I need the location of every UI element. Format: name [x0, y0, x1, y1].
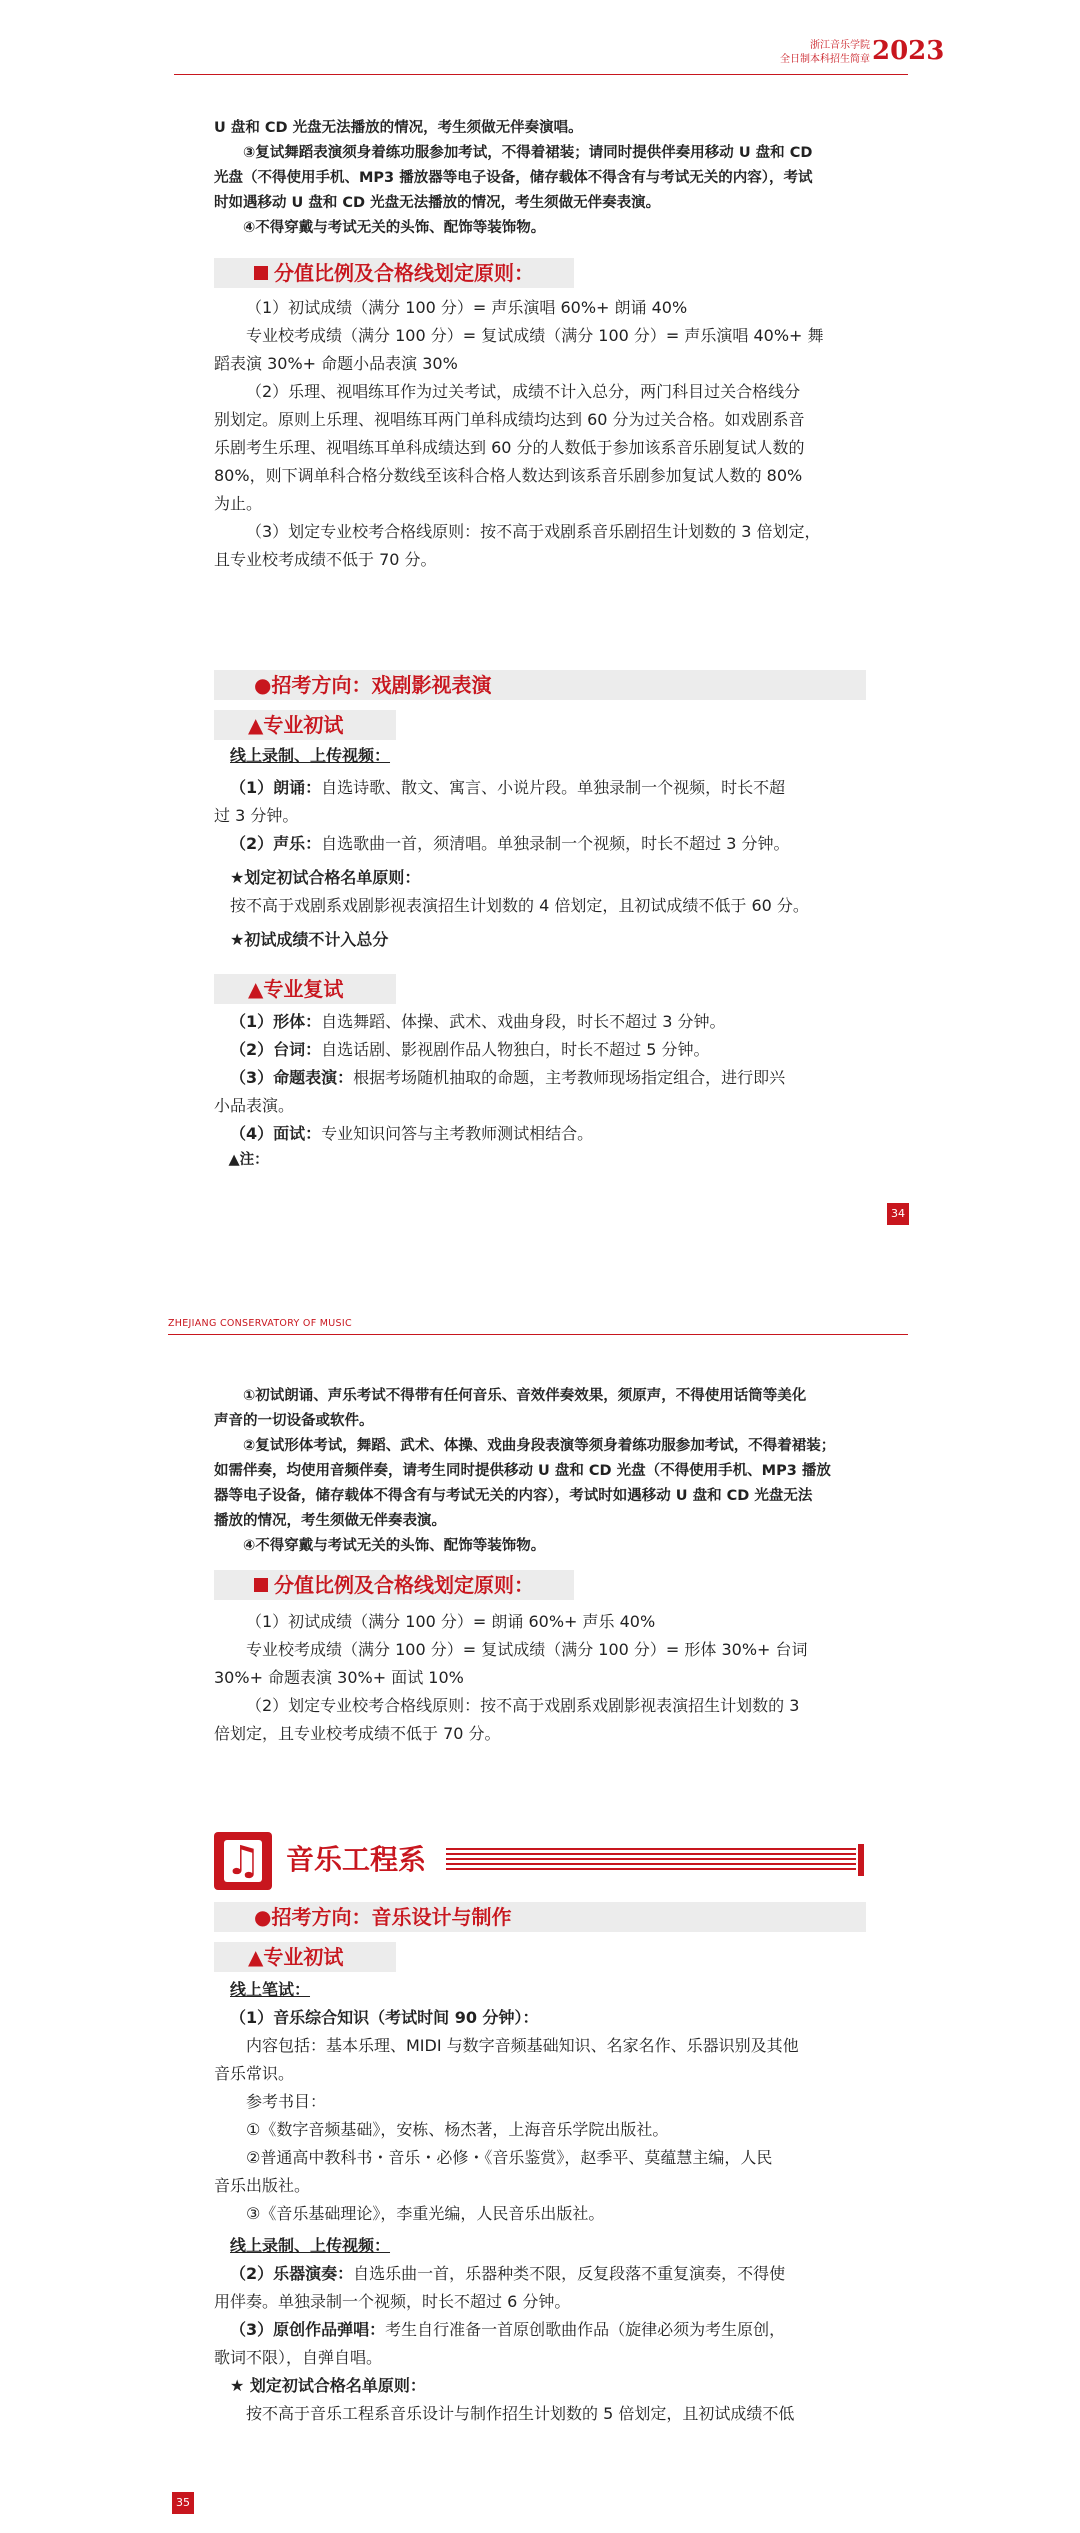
- p34-note-line: 时如遇移动 U 盘和 CD 光盘无法播放的情况，考生须做无伴奏表演。: [214, 195, 661, 211]
- p34-note-line: ④不得穿戴与考试无关的头饰、配饰等装饰物。: [243, 220, 546, 236]
- p34-prelim-item: 过 3 分钟。: [214, 806, 299, 825]
- p35-written-item: （1）音乐综合知识（考试时间 90 分钟）：: [230, 2008, 539, 2027]
- page-number-34: 34: [887, 1203, 909, 1225]
- p35-score-line: （2）划定专业校考合格线原则：按不高于戏剧系戏剧影视表演招生计划数的 3: [246, 1696, 800, 1715]
- p34-list-rule-title: ★划定初试合格名单原则：: [230, 868, 421, 887]
- p34-prelim-bar: [214, 710, 396, 740]
- p35-content-line: 音乐出版社。: [214, 2176, 311, 2195]
- p35-content-line: ①《数字音频基础》，安栋、杨杰著，上海音乐学院出版社。: [246, 2120, 669, 2139]
- p35-note-line: ①初试朗诵、声乐考试不得带有任何音乐、音效伴奏效果，须原声，不得使用话筒等美化: [243, 1388, 807, 1404]
- p34-score-line: （2）乐理、视唱练耳作为过关考试，成绩不计入总分，两门科目过关合格线分: [246, 382, 801, 401]
- p35-online-item: 用伴奏。单独录制一个视频，时长不超过 6 分钟。: [214, 2292, 571, 2311]
- p34-score-line: 且专业校考成绩不低于 70 分。: [214, 550, 437, 569]
- p34-retest-title: ▲专业复试: [248, 977, 344, 1001]
- p34-retest-item: （1）形体：自选舞蹈、体操、武术、戏曲身段，时长不超过 3 分钟。: [230, 1012, 726, 1031]
- p34-online-label: 线上录制、上传视频：: [230, 746, 391, 765]
- p34-note: ▲注：: [228, 1152, 269, 1168]
- p35-score-title-text: 分值比例及合格线划定原则：: [274, 1573, 534, 1597]
- p35-top-notes: [214, 1384, 866, 1559]
- p34-retest-item: （4）面试：专业知识问答与主考教师测试相结合。: [230, 1124, 594, 1143]
- p34-retest-bar: [214, 974, 396, 1004]
- p35-online-item: （3）原创作品弹唱：考生自行准备一首原创歌曲作品（旋律必须为考生原创，: [230, 2320, 786, 2339]
- p35-note-line: 声音的一切设备或软件。: [214, 1413, 374, 1429]
- p35-note-line: 播放的情况，考生须做无伴奏表演。: [214, 1513, 446, 1529]
- square-icon: [254, 266, 268, 280]
- p34-prelim-item: （2）声乐：自选歌曲一首，须清唱。单独录制一个视频，时长不超过 3 分钟。: [230, 834, 790, 853]
- p35-content-line: 音乐常识。: [214, 2064, 295, 2083]
- p34-score-line: （1）初试成绩（满分 100 分）= 声乐演唱 60%+ 朗诵 40%: [246, 298, 688, 317]
- p35-content-line: ②普通高中教科书・音乐・必修・《音乐鉴赏》，赵季平、莫蕴慧主编，人民: [246, 2148, 773, 2167]
- p34-score-title: [254, 258, 534, 288]
- p35-online-item: （2）乐器演奏：自选乐曲一首，乐器种类不限，反复段落不重复演奏，不得使: [230, 2264, 786, 2283]
- p35-score-title: [254, 1570, 534, 1600]
- p35-direction-title: ●招考方向：音乐设计与制作: [254, 1905, 512, 1929]
- p34-score-title-bar: [214, 258, 574, 288]
- p34-retest-section: [214, 1008, 866, 1173]
- p35-note-line: ④不得穿戴与考试无关的头饰、配饰等装饰物。: [243, 1538, 546, 1554]
- p35-header-rule: [168, 1334, 908, 1335]
- header-rule: [174, 74, 908, 75]
- p35-score-title-bar: [214, 1570, 574, 1600]
- p35-written-label: 线上笔试：: [230, 1980, 311, 1999]
- p35-score-section: [214, 1608, 866, 1748]
- p35-prelim-section: [214, 1976, 866, 2428]
- p34-top-notes: [214, 116, 866, 241]
- square-icon: [254, 1578, 268, 1592]
- header-year: 2023: [872, 36, 945, 66]
- p35-online-label: 线上录制、上传视频：: [230, 2236, 391, 2255]
- header-school: 浙江音乐学院: [810, 40, 870, 51]
- p35-note-line: ②复试形体考试，舞蹈、武术、体操、戏曲身段表演等须身着练功服参加考试，不得着裙装；: [243, 1438, 836, 1454]
- music-note-icon: ♫: [225, 1838, 261, 1884]
- p34-retest-item: （2）台词：自选话剧、影视剧作品人物独白，时长不超过 5 分钟。: [230, 1040, 710, 1059]
- p35-online-item: 歌词不限），自弹自唱。: [214, 2348, 383, 2367]
- p35-content-line: 内容包括：基本乐理、MIDI 与数字音频基础知识、名家名作、乐器识别及其他: [246, 2036, 799, 2055]
- p35-prelim-title: ▲专业初试: [248, 1945, 344, 1969]
- p34-prelim-section: [214, 742, 866, 954]
- dept-stripes: [446, 1848, 856, 1872]
- dept-logo: [214, 1832, 272, 1890]
- p34-retest-item: （3）命题表演：根据考场随机抽取的命题，主考教师现场指定组合，进行即兴: [230, 1068, 786, 1087]
- p34-score-line: （3）划定专业校考合格线原则：按不高于戏剧系音乐剧招生计划数的 3 倍划定，: [246, 522, 821, 541]
- p35-score-line: 倍划定，且专业校考成绩不低于 70 分。: [214, 1724, 501, 1743]
- p35-prelim-bar: [214, 1942, 396, 1972]
- p34-note-line: U 盘和 CD 光盘无法播放的情况，考生须做无伴奏演唱。: [214, 120, 583, 136]
- p35-score-line: 专业校考成绩（满分 100 分）= 复试成绩（满分 100 分）= 形体 30%+ 台词: [246, 1640, 808, 1659]
- footer-english-name: ZHEJIANG CONSERVATORY OF MUSIC: [168, 1318, 352, 1329]
- p34-note-line: 光盘（不得使用手机、MP3 播放器等电子设备，储存载体不得含有与考试无关的内容），考试: [214, 170, 813, 186]
- p34-score-line: 为止。: [214, 494, 263, 513]
- p34-retest-item: 小品表演。: [214, 1096, 295, 1115]
- p35-direction-bar: [214, 1902, 866, 1932]
- p34-list-rule-text: 按不高于戏剧系戏剧影视表演招生计划数的 4 倍划定，且初试成绩不低于 60 分。: [230, 896, 809, 915]
- p35-content-line: 参考书目：: [246, 2092, 327, 2111]
- p34-direction-title: ●招考方向：戏剧影视表演: [254, 673, 492, 697]
- p34-direction-bar: [214, 670, 866, 700]
- p35-score-line: （1）初试成绩（满分 100 分）= 朗诵 60%+ 声乐 40%: [246, 1612, 656, 1631]
- dept-stripe-end: [858, 1844, 864, 1876]
- p34-score-title-text: 分值比例及合格线划定原则：: [274, 261, 534, 285]
- header-subtitle: 全日制本科招生简章: [780, 54, 870, 65]
- p34-note-line: ③复试舞蹈表演须身着练功服参加考试，不得着裙装；请同时提供伴奏用移动 U 盘和 CD: [243, 145, 813, 161]
- p34-score-line: 专业校考成绩（满分 100 分）= 复试成绩（满分 100 分）= 声乐演唱 40%+ 舞: [246, 326, 824, 345]
- p35-note-line: 如需伴奏，均使用音频伴奏，请考生同时提供移动 U 盘和 CD 光盘（不得使用手机、MP3 播放: [214, 1463, 831, 1479]
- p34-score-line: 蹈表演 30%+ 命题小品表演 30%: [214, 354, 458, 373]
- p34-score-line: 乐剧考生乐理、视唱练耳单科成绩达到 60 分的人数低于参加该系音乐剧复试人数的: [214, 438, 805, 457]
- page-number-35: 35: [172, 2492, 194, 2514]
- p35-list-rule-text: 按不高于音乐工程系音乐设计与制作招生计划数的 5 倍划定，且初试成绩不低: [246, 2404, 795, 2423]
- p34-score-line: 别划定。原则上乐理、视唱练耳两门单科成绩均达到 60 分为过关合格。如戏剧系音: [214, 410, 805, 429]
- p35-list-rule-title: ★ 划定初试合格名单原则：: [230, 2376, 426, 2395]
- p35-note-line: 器等电子设备，储存载体不得含有与考试无关的内容），考试时如遇移动 U 盘和 CD 光盘无法: [214, 1488, 813, 1504]
- p34-prelim-title: ▲专业初试: [248, 713, 344, 737]
- p35-content-line: ③《音乐基础理论》，李重光编，人民音乐出版社。: [246, 2204, 605, 2223]
- p34-not-counted: ★初试成绩不计入总分: [230, 930, 389, 949]
- p35-score-line: 30%+ 命题表演 30%+ 面试 10%: [214, 1668, 464, 1687]
- p34-score-line: 80%，则下调单科合格分数线至该科合格人数达到该系音乐剧参加复试人数的 80%: [214, 466, 803, 485]
- p34-prelim-item: （1）朗诵：自选诗歌、散文、寓言、小说片段。单独录制一个视频，时长不超: [230, 778, 786, 797]
- dept-title: 音乐工程系: [286, 1843, 427, 1876]
- p34-score-section: [214, 294, 866, 574]
